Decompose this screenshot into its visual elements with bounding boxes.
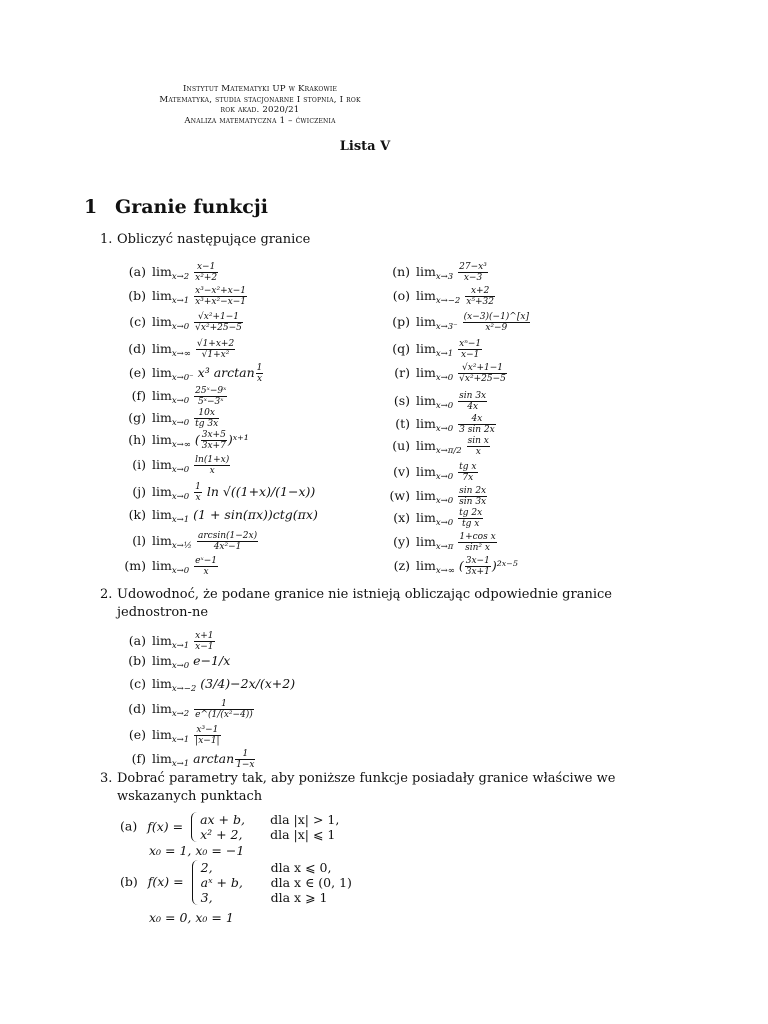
limit-subscript: x→3⁻ xyxy=(435,322,458,332)
fraction xyxy=(196,339,235,360)
fraction xyxy=(256,363,264,384)
task-3a-points: x₀ = 1, x₀ = −1 xyxy=(149,843,245,858)
case-expr: 3, xyxy=(200,890,213,905)
expr-prefix: x³ arctan xyxy=(197,365,255,380)
fraction-numerator: √1+x+2 xyxy=(196,339,235,349)
limit-operator: lim xyxy=(152,727,172,742)
exercise-item xyxy=(382,532,498,554)
item-label: (f) xyxy=(131,751,146,766)
fraction xyxy=(458,532,496,553)
item-label: (w) xyxy=(389,488,410,503)
limit-subscript: x→2 xyxy=(171,272,190,282)
item-label: (d) xyxy=(128,341,146,356)
fraction-denominator: x²−9 xyxy=(485,323,508,333)
exercise-item xyxy=(118,339,236,361)
fraction xyxy=(235,749,255,770)
fraction-numerator: 10x xyxy=(194,408,219,419)
limit-subscript: x→1 xyxy=(171,735,190,745)
limit-subscript: x→0 xyxy=(435,373,454,383)
fraction xyxy=(194,262,218,283)
fraction-numerator: 1 xyxy=(256,363,263,373)
exercise-item xyxy=(382,436,491,458)
case-row xyxy=(201,875,352,890)
piecewise-cases xyxy=(191,812,339,842)
expr-prefix: ( xyxy=(458,558,464,573)
exercise-item xyxy=(118,455,231,477)
fraction xyxy=(194,408,219,429)
expr-suffix: )²ˣ⁻⁵ xyxy=(491,558,518,573)
fraction-numerator: ln(1+x) xyxy=(195,455,230,465)
exercise-item xyxy=(118,408,220,430)
fraction-numerator: 1+cos x xyxy=(459,532,496,542)
fraction xyxy=(194,482,202,503)
item-label: (v) xyxy=(393,464,410,479)
limit-operator: lim xyxy=(152,341,172,356)
limit-subscript: x→0 xyxy=(171,661,190,671)
fraction-numerator: 27−x³ xyxy=(459,262,487,272)
item-label: (o) xyxy=(392,288,410,303)
limit-subscript: x→π xyxy=(435,542,454,552)
case-cond: dla x ⩾ 1 xyxy=(270,890,328,905)
limit-operator: lim xyxy=(152,264,172,279)
case-row xyxy=(201,860,352,875)
fraction-denominator: sin 3x xyxy=(459,497,487,507)
fraction-denominator: 4x xyxy=(467,402,479,412)
expr-suffix: ln √((1+x)/(1−x)) xyxy=(202,484,316,499)
limit-operator: lim xyxy=(152,410,172,425)
case-expr: ax + b, xyxy=(200,812,245,827)
limit-subscript: x→1 xyxy=(171,641,190,651)
task-3b xyxy=(120,860,352,905)
exercise-item xyxy=(118,631,216,653)
limit-operator: lim xyxy=(416,341,436,356)
header-course: Analiza matematyczna 1 – ćwiczenia xyxy=(184,115,336,126)
fraction-numerator: 1 xyxy=(195,482,201,492)
limit-subscript: x→0⁻ xyxy=(171,373,194,383)
item-label: (c) xyxy=(129,676,146,691)
item-label: (h) xyxy=(128,432,146,447)
task-number: 1. xyxy=(100,232,113,247)
limit-subscript: x→0 xyxy=(435,401,454,411)
limit-operator: lim xyxy=(416,464,436,479)
limit-operator: lim xyxy=(152,365,172,380)
item-label: (p) xyxy=(392,314,410,329)
limit-subscript: x→0 xyxy=(435,472,454,482)
limit-operator: lim xyxy=(152,507,172,522)
item-label: (l) xyxy=(132,533,146,548)
section-heading xyxy=(84,196,268,218)
fraction-denominator: 3x+1 xyxy=(465,567,490,577)
limit-operator: lim xyxy=(152,288,172,303)
item-label: (x) xyxy=(393,510,410,525)
fraction xyxy=(458,486,487,507)
fraction xyxy=(458,391,487,412)
item-label: (s) xyxy=(393,393,410,408)
limit-subscript: x→0 xyxy=(435,518,454,528)
fraction-numerator: 3x−1 xyxy=(465,556,490,566)
fraction-denominator: x xyxy=(256,374,263,384)
fraction-denominator: √1+x² xyxy=(201,350,230,360)
fraction-denominator: x xyxy=(209,466,215,476)
exercise-item xyxy=(118,725,222,747)
exercise-item xyxy=(118,363,264,385)
task-text: Obliczyć następujące granice xyxy=(117,232,311,247)
exercise-item xyxy=(382,339,483,361)
limit-operator: lim xyxy=(416,488,436,503)
fraction-denominator: |x−1| xyxy=(195,736,220,746)
header-institute: Instytut Matematyki UP w Krakowie xyxy=(182,84,338,94)
limit-operator: lim xyxy=(152,558,172,573)
case-expr: 2, xyxy=(200,860,213,875)
fraction-denominator: sin² x xyxy=(465,543,490,553)
item-label: (j) xyxy=(132,484,146,499)
item-label: (e) xyxy=(128,365,146,380)
exercise-item xyxy=(118,430,249,452)
task-2 xyxy=(100,586,646,621)
task-1 xyxy=(100,231,646,249)
fraction-numerator: 25ˣ−9ˣ xyxy=(195,386,227,396)
limit-subscript: x→π/2 xyxy=(435,446,462,456)
section-title: Granie funkcji xyxy=(115,196,268,218)
limit-subscript: x→0 xyxy=(171,418,190,428)
limit-subscript: x→3 xyxy=(435,272,454,282)
fraction-denominator: x xyxy=(195,493,201,503)
exercise-item xyxy=(118,508,318,527)
fraction-denominator: x−3 xyxy=(463,273,483,283)
fraction xyxy=(458,414,496,435)
fraction xyxy=(201,430,227,451)
limit-operator: lim xyxy=(152,701,172,716)
limit-subscript: x→−2 xyxy=(171,684,197,694)
item-label: (g) xyxy=(128,410,146,425)
limit-subscript: x→∞ xyxy=(435,566,455,576)
limit-subscript: x→−2 xyxy=(435,296,461,306)
case-row xyxy=(201,890,352,905)
item-label: (t) xyxy=(395,416,410,431)
item-label: (q) xyxy=(392,341,410,356)
fraction-numerator: x+2 xyxy=(465,286,495,297)
fraction xyxy=(194,386,227,407)
limit-subscript: x→1 xyxy=(171,759,190,769)
case-cond: dla x ∈ (0, 1) xyxy=(270,875,352,890)
item-label: (a) xyxy=(128,264,146,279)
limit-operator: lim xyxy=(416,365,436,380)
fraction-denominator: 4x²−1 xyxy=(213,542,242,552)
fraction-denominator: √x²+25−5 xyxy=(459,374,506,384)
item-label: (k) xyxy=(128,507,146,522)
task-text: Dobrać parametry tak, aby poniższe funkcje posiadały granice właściwe we wskazanych punktach xyxy=(117,771,616,804)
list-title: Lista V xyxy=(339,139,391,154)
fraction-denominator: x−1 xyxy=(461,350,480,360)
expr-suffix: −1/x xyxy=(200,653,231,668)
exercise-item xyxy=(382,556,518,578)
exercise-item xyxy=(382,262,489,284)
limit-subscript: x→½ xyxy=(171,541,193,551)
item-label: (b) xyxy=(128,653,146,668)
item-label: (d) xyxy=(128,701,146,716)
item-label: (r) xyxy=(394,365,410,380)
header-year: rok akad. 2020/21 xyxy=(220,105,300,116)
limit-subscript: x→1 xyxy=(435,349,454,359)
exercise-item xyxy=(118,386,228,408)
fraction-denominator: 3 sin 2x xyxy=(459,425,495,435)
limit-subscript: x→1 xyxy=(171,296,190,306)
item-label: (f) xyxy=(131,388,146,403)
fraction xyxy=(194,699,254,720)
limit-subscript: x→0 xyxy=(171,465,190,475)
expr-prefix: e xyxy=(193,653,201,668)
expr-suffix: −2x/(x+2) xyxy=(230,676,296,691)
fraction xyxy=(458,262,488,283)
task-number: 3. xyxy=(100,771,113,786)
fraction-denominator: x⁵+32 xyxy=(466,297,494,307)
task-3 xyxy=(100,770,646,805)
exercise-item xyxy=(382,363,508,385)
fraction-numerator: tg 2x xyxy=(459,508,483,518)
exercise-item xyxy=(118,312,244,334)
function-def: f(x) = xyxy=(147,874,184,889)
item-label: (z) xyxy=(393,558,410,573)
case-row xyxy=(200,812,339,827)
limit-subscript: x→0 xyxy=(171,396,190,406)
limit-subscript: x→0 xyxy=(171,492,190,502)
item-label: (y) xyxy=(393,534,410,549)
item-label: (n) xyxy=(392,264,410,279)
fraction-numerator: arcsin(1−2x) xyxy=(198,531,258,541)
fraction xyxy=(465,556,491,577)
case-cond: dla |x| ⩽ 1 xyxy=(270,827,336,842)
exercise-item xyxy=(382,486,488,508)
item-label: (a) xyxy=(128,633,146,648)
fraction-denominator: tg 3x xyxy=(195,419,219,429)
limit-operator: lim xyxy=(152,653,172,668)
task-3a xyxy=(120,812,339,842)
fraction xyxy=(467,436,490,457)
piecewise-cases xyxy=(192,860,352,905)
limit-subscript: x→0 xyxy=(435,424,454,434)
item-label: (b) xyxy=(120,874,138,889)
fraction-numerator: xⁿ−1 xyxy=(459,339,482,349)
fraction xyxy=(194,312,243,333)
case-expr: aˣ + b, xyxy=(200,875,243,890)
fraction-numerator: √x²+1−1 xyxy=(458,363,507,374)
fraction-denominator: 5ˣ−3ˣ xyxy=(198,397,224,407)
case-cond: dla |x| > 1, xyxy=(270,812,340,827)
limit-subscript: x→∞ xyxy=(171,440,191,450)
fraction xyxy=(194,455,230,476)
item-label: (a) xyxy=(120,818,138,834)
exercise-item xyxy=(118,531,259,553)
exercise-item xyxy=(382,286,496,308)
fraction-numerator: 1 xyxy=(194,699,254,710)
fraction-numerator: (x−3)(−1)^[x] xyxy=(463,312,529,322)
exercise-item xyxy=(118,699,255,721)
exercise-item xyxy=(118,654,230,673)
limit-operator: lim xyxy=(152,633,172,648)
limit-operator: lim xyxy=(416,510,436,525)
fraction xyxy=(458,363,507,384)
limit-operator: lim xyxy=(152,533,172,548)
limit-subscript: x→0 xyxy=(171,322,190,332)
limit-operator: lim xyxy=(152,388,172,403)
fraction-numerator: sin 2x xyxy=(459,486,487,496)
exercise-item xyxy=(118,482,315,504)
exercise-item xyxy=(382,312,531,334)
limit-operator: lim xyxy=(416,288,436,303)
fraction-numerator: x³−1 xyxy=(194,725,220,736)
task-text: Udowodnoć, że podane granice nie istnieją obliczając odpowiednie granice jednostron-ne xyxy=(117,587,612,620)
case-expr: x² + 2, xyxy=(200,827,243,842)
fraction xyxy=(197,531,258,552)
item-label: (c) xyxy=(129,314,146,329)
fraction-numerator: 1 xyxy=(235,749,255,760)
exercise-item xyxy=(118,749,256,771)
fraction-denominator: 3x+7 xyxy=(201,441,226,451)
fraction-numerator: 3x+5 xyxy=(201,430,226,440)
fraction-numerator: 4x xyxy=(458,414,496,425)
item-label: (e) xyxy=(128,727,146,742)
limit-subscript: x→1 xyxy=(171,515,190,525)
section-number: 1 xyxy=(84,196,98,218)
fraction-denominator: 1−x xyxy=(236,760,255,770)
fraction xyxy=(194,556,218,577)
limit-operator: lim xyxy=(416,438,436,453)
exercise-item xyxy=(118,677,295,696)
exercise-item xyxy=(118,286,248,308)
item-label: (m) xyxy=(124,558,146,573)
fraction-numerator: sin 3x xyxy=(459,391,487,401)
limit-operator: lim xyxy=(152,432,172,447)
limit-operator: lim xyxy=(152,314,172,329)
fraction-denominator: x xyxy=(475,447,481,457)
fraction-denominator: x²+2 xyxy=(195,273,218,283)
limit-operator: lim xyxy=(416,416,436,431)
item-label: (b) xyxy=(128,288,146,303)
fraction xyxy=(458,462,477,483)
exercise-item xyxy=(118,262,219,284)
fraction xyxy=(465,286,495,307)
fraction xyxy=(458,339,482,360)
exercise-item xyxy=(382,391,488,413)
limit-operator: lim xyxy=(152,457,172,472)
task-3b-points: x₀ = 0, x₀ = 1 xyxy=(149,910,234,925)
limit-subscript: x→0 xyxy=(171,566,190,576)
fraction-numerator: sin x xyxy=(467,436,489,446)
fraction-denominator: √x²+25−5 xyxy=(195,323,242,333)
fraction-numerator: x−1 xyxy=(194,262,218,273)
fraction-denominator: x xyxy=(203,567,209,577)
fraction-numerator: √x²+1−1 xyxy=(194,312,243,323)
exercise-item xyxy=(118,556,219,578)
limit-operator: lim xyxy=(416,393,436,408)
exercise-item xyxy=(382,414,497,436)
fraction-numerator: x+1 xyxy=(195,631,214,641)
fraction-denominator: tg x xyxy=(462,519,480,529)
fraction xyxy=(194,631,214,652)
document-header xyxy=(100,84,420,126)
expr-prefix: (3/4) xyxy=(200,676,231,691)
limit-operator: lim xyxy=(416,558,436,573)
limit-operator: lim xyxy=(416,314,436,329)
limit-operator: lim xyxy=(152,484,172,499)
fraction xyxy=(463,312,530,333)
fraction-numerator: x³−x²+x−1 xyxy=(195,286,246,296)
function-def: f(x) = xyxy=(147,818,184,834)
task-number: 2. xyxy=(100,587,113,602)
expr-prefix: ( xyxy=(194,432,200,447)
exercise-item xyxy=(382,508,484,530)
expr-suffix: ctg(πx) xyxy=(272,507,318,522)
case-row xyxy=(200,827,339,842)
limit-operator: lim xyxy=(416,264,436,279)
fraction-denominator: x³+x²−x−1 xyxy=(195,297,246,307)
fraction-numerator: eˣ−1 xyxy=(195,556,217,566)
fraction-denominator: e^(1/(x²−4)) xyxy=(195,710,253,720)
expr-prefix: (1 + sin(πx)) xyxy=(193,507,273,522)
fraction xyxy=(194,286,247,307)
fraction-denominator: x−1 xyxy=(195,642,214,652)
fraction xyxy=(194,725,220,746)
fraction-numerator: tg x xyxy=(459,462,477,472)
limit-subscript: x→2 xyxy=(171,709,190,719)
limit-subscript: x→∞ xyxy=(171,349,191,359)
fraction-denominator: 7x xyxy=(462,473,474,483)
exercise-item xyxy=(382,462,479,484)
limit-operator: lim xyxy=(152,751,172,766)
case-cond: dla x ⩽ 0, xyxy=(270,860,332,875)
item-label: (u) xyxy=(392,438,410,453)
fraction xyxy=(458,508,483,529)
limit-operator: lim xyxy=(416,534,436,549)
limit-operator: lim xyxy=(152,676,172,691)
expr-suffix: )ˣ⁺¹ xyxy=(227,432,249,447)
item-label: (i) xyxy=(132,457,146,472)
header-program: Matematyka, studia stacjonarne I stopnia, I rok xyxy=(159,94,361,105)
limit-subscript: x→0 xyxy=(435,496,454,506)
expr-prefix: arctan xyxy=(193,751,235,766)
